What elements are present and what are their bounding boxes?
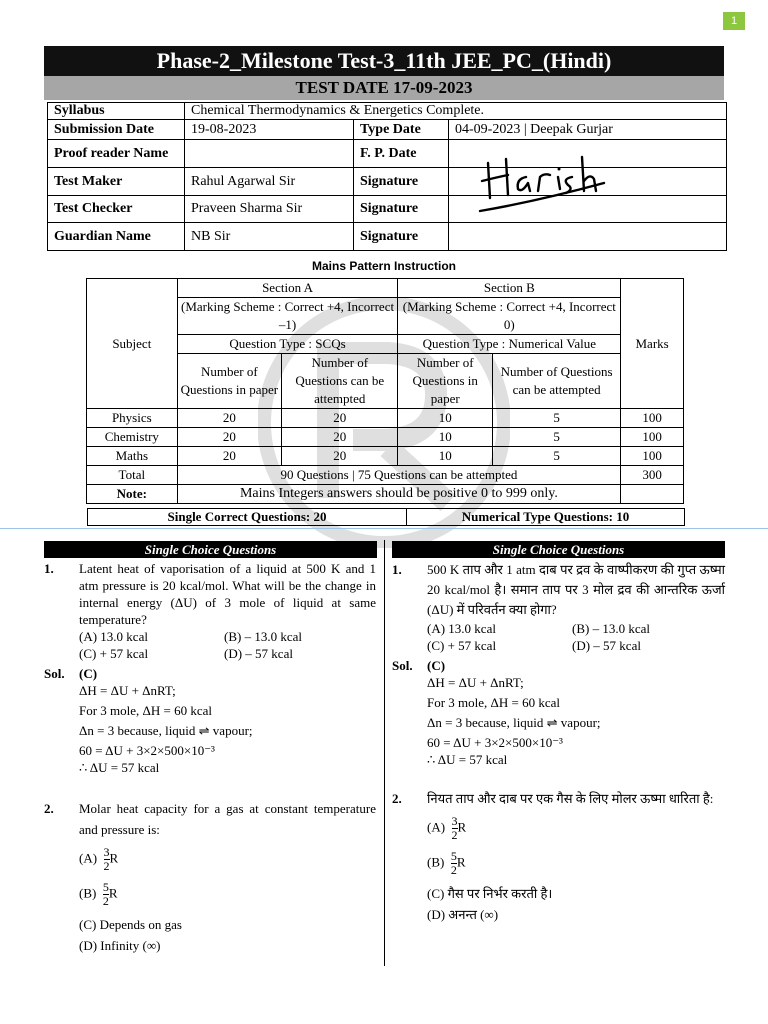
- solution-line: For 3 mole, ΔH = 60 kcal: [427, 695, 561, 710]
- option-label: (A): [79, 850, 98, 866]
- option-c: (C) + 57 kcal: [79, 646, 149, 661]
- signature-label: Signature: [354, 168, 449, 196]
- value-cell: 5: [493, 409, 621, 428]
- note-row: [87, 485, 684, 504]
- value-cell: 20: [177, 409, 281, 428]
- section-b-header: Section B: [398, 279, 621, 298]
- col-questions-attempted: Number of Questions can be attempted: [493, 354, 621, 409]
- value-cell: 20: [282, 447, 398, 466]
- denominator: 2: [103, 859, 110, 873]
- value-cell: 20: [177, 447, 281, 466]
- option-label: (B): [427, 854, 445, 870]
- column-divider: [384, 540, 385, 966]
- total-label: Total: [87, 466, 178, 485]
- section-a-type: Question Type : SCQs: [177, 335, 398, 354]
- subject-cell: Chemistry: [87, 428, 178, 447]
- value-cell: 10: [398, 409, 493, 428]
- value-cell: 5: [493, 428, 621, 447]
- option-d: (D) अनन्त (∞): [427, 907, 499, 922]
- test-maker-value: Rahul Agarwal Sir: [185, 168, 354, 196]
- solution-1: [44, 665, 376, 776]
- signature-label: Signature: [354, 196, 449, 223]
- solution-line: 60 = ΔU + 3×2×500×10⁻³: [79, 743, 215, 758]
- total-row: [87, 466, 684, 485]
- question-2: [44, 798, 376, 956]
- question-text: नियत ताप और दाब पर एक गैस के लिए मोलर ऊष्मा धारिता है:: [427, 791, 714, 806]
- empty-cell: [621, 485, 684, 504]
- question-2-hindi: [392, 788, 725, 925]
- subject-cell: Maths: [87, 447, 178, 466]
- syllabus-value: Chemical Thermodynamics & Energetics Complete.: [185, 103, 727, 120]
- option-label: (B): [79, 885, 97, 901]
- option-c: (C) गैस पर निर्भर करती है।: [427, 886, 553, 901]
- gas-constant: R: [108, 885, 118, 901]
- subject-cell: Physics: [87, 409, 178, 428]
- numerator: 5: [450, 849, 457, 863]
- table-row: [87, 428, 684, 447]
- col-questions-attempted: Number of Questions can be attempted: [282, 354, 398, 409]
- test-checker-value: Praveen Sharma Sir: [185, 196, 354, 223]
- denominator: 2: [102, 894, 109, 908]
- solution-line: ΔH = ΔU + ΔnRT;: [79, 683, 176, 698]
- solution-label: Sol.: [392, 658, 413, 673]
- option-b: [427, 850, 725, 877]
- table-row: [87, 409, 684, 428]
- gas-constant: R: [457, 819, 467, 835]
- option-a: (A) 13.0 kcal: [79, 629, 148, 644]
- test-checker-label: Test Checker: [48, 196, 185, 223]
- guardian-value: NB Sir: [185, 223, 354, 251]
- test-date: TEST DATE 17-09-2023: [44, 76, 724, 100]
- left-column: [44, 560, 376, 956]
- numerator: 3: [451, 814, 458, 828]
- option-c: (C) Depends on gas: [79, 917, 182, 932]
- mains-pattern-heading: Mains Pattern Instruction: [311, 259, 457, 273]
- option-d: (D) – 57 kcal: [224, 646, 293, 661]
- proof-reader-label: Proof reader Name: [48, 140, 185, 168]
- solution-line: 60 = ΔU + 3×2×500×10⁻³: [427, 735, 563, 750]
- numerical-type-count: Numerical Type Questions: 10: [407, 509, 685, 526]
- guardian-label: Guardian Name: [48, 223, 185, 251]
- value-cell: 10: [398, 428, 493, 447]
- total-marks: 300: [621, 466, 684, 485]
- divider-line: [0, 528, 768, 529]
- single-correct-count: Single Correct Questions: 20: [88, 509, 407, 526]
- option-c: (C) + 57 kcal: [427, 638, 497, 653]
- solution-line: Δn = 3 because, liquid ⇌ vapour;: [427, 715, 601, 730]
- option-d: (D) Infinity (∞): [79, 938, 161, 953]
- option-d: (D) – 57 kcal: [572, 638, 641, 653]
- mains-pattern-table: [86, 278, 684, 504]
- value-cell: 10: [398, 447, 493, 466]
- section-b-type: Question Type : Numerical Value: [398, 335, 621, 354]
- question-count-footer: [87, 508, 685, 526]
- note-label: Note:: [87, 485, 178, 504]
- solution-line: ∴ ΔU = 57 kcal: [427, 752, 508, 767]
- solution-line: ΔH = ΔU + ΔnRT;: [427, 675, 524, 690]
- marks-cell: 100: [621, 447, 684, 466]
- submission-date-label: Submission Date: [48, 120, 185, 140]
- denominator: 2: [450, 863, 457, 877]
- question-1: [44, 560, 376, 662]
- value-cell: 20: [282, 428, 398, 447]
- marks-cell: 100: [621, 428, 684, 447]
- signature-label: Signature: [354, 223, 449, 251]
- value-cell: 5: [493, 447, 621, 466]
- col-questions-in-paper: Number of Questions in paper: [177, 354, 281, 409]
- page-number: 1: [723, 12, 745, 30]
- subject-header: Subject: [87, 279, 178, 409]
- left-section-header: Single Choice Questions: [44, 541, 377, 558]
- marks-cell: 100: [621, 409, 684, 428]
- section-b-scheme: (Marking Scheme : Correct +4, Incorrect 0): [398, 298, 621, 335]
- table-row: [87, 447, 684, 466]
- syllabus-label: Syllabus: [48, 103, 185, 120]
- type-date-label: Type Date: [354, 120, 449, 140]
- signature-cell: [449, 223, 727, 251]
- numerator: 5: [102, 880, 109, 894]
- question-text: Molar heat capacity for a gas at constant temperature and pressure is:: [79, 801, 376, 837]
- numerator: 3: [103, 845, 110, 859]
- proof-reader-value: [185, 140, 354, 168]
- question-number: 1.: [392, 562, 402, 577]
- question-text: 500 K ताप और 1 atm दाब पर द्रव के वाष्पीकरण की गुप्त ऊष्मा 20 kcal/mol है। समान ताप पर 3 मोल द्रव की आन्तरिक ऊर्जा (ΔU) में परिवर्तन क्या होगा?: [427, 562, 725, 617]
- solution-label: Sol.: [44, 666, 65, 681]
- handwritten-signature: [478, 153, 608, 223]
- option-label: (A): [427, 819, 446, 835]
- fp-date-label: F. P. Date: [354, 140, 449, 168]
- solution-answer: (C): [427, 658, 446, 673]
- marks-header: Marks: [621, 279, 684, 409]
- document-title: Phase-2_Milestone Test-3_11th JEE_PC_(Hindi): [44, 46, 724, 76]
- solution-1: [392, 657, 725, 768]
- right-column: [392, 560, 725, 925]
- option-b: [79, 881, 376, 908]
- option-a: (A) 13.0 kcal: [427, 621, 496, 636]
- option-b: (B) – 13.0 kcal: [224, 629, 302, 644]
- solution-line: ∴ ΔU = 57 kcal: [79, 760, 160, 775]
- question-number: 2.: [392, 791, 402, 806]
- total-text: 90 Questions | 75 Questions can be attempted: [177, 466, 621, 485]
- section-a-header: Section A: [177, 279, 398, 298]
- note-text: Mains Integers answers should be positive 0 to 999 only.: [177, 485, 621, 504]
- question-number: 1.: [44, 561, 54, 576]
- submission-date-value: 19-08-2023: [185, 120, 354, 140]
- question-1-hindi: [392, 560, 725, 654]
- section-a-scheme: (Marking Scheme : Correct +4, Incorrect –1): [177, 298, 398, 335]
- option-a: [79, 846, 376, 873]
- value-cell: 20: [177, 428, 281, 447]
- test-info-table: [47, 102, 727, 251]
- option-b: (B) – 13.0 kcal: [572, 621, 650, 636]
- solution-answer: (C): [79, 666, 98, 681]
- option-a: [427, 815, 725, 842]
- solution-line: For 3 mole, ΔH = 60 kcal: [79, 703, 213, 718]
- type-date-value: 04-09-2023 | Deepak Gurjar: [449, 120, 727, 140]
- gas-constant: R: [109, 850, 119, 866]
- gas-constant: R: [456, 854, 466, 870]
- denominator: 2: [451, 828, 458, 842]
- question-number: 2.: [44, 801, 54, 816]
- test-maker-label: Test Maker: [48, 168, 185, 196]
- right-section-header: Single Choice Questions: [392, 541, 725, 558]
- col-questions-in-paper: Number of Questions in paper: [398, 354, 493, 409]
- value-cell: 20: [282, 409, 398, 428]
- question-text: Latent heat of vaporisation of a liquid at 500 K and 1 atm pressure is 20 kcal/mol. What will be the change in internal energy (ΔU) of 3 mole of liquid at same temperature?: [79, 561, 376, 627]
- solution-line: Δn = 3 because, liquid ⇌ vapour;: [79, 723, 253, 738]
